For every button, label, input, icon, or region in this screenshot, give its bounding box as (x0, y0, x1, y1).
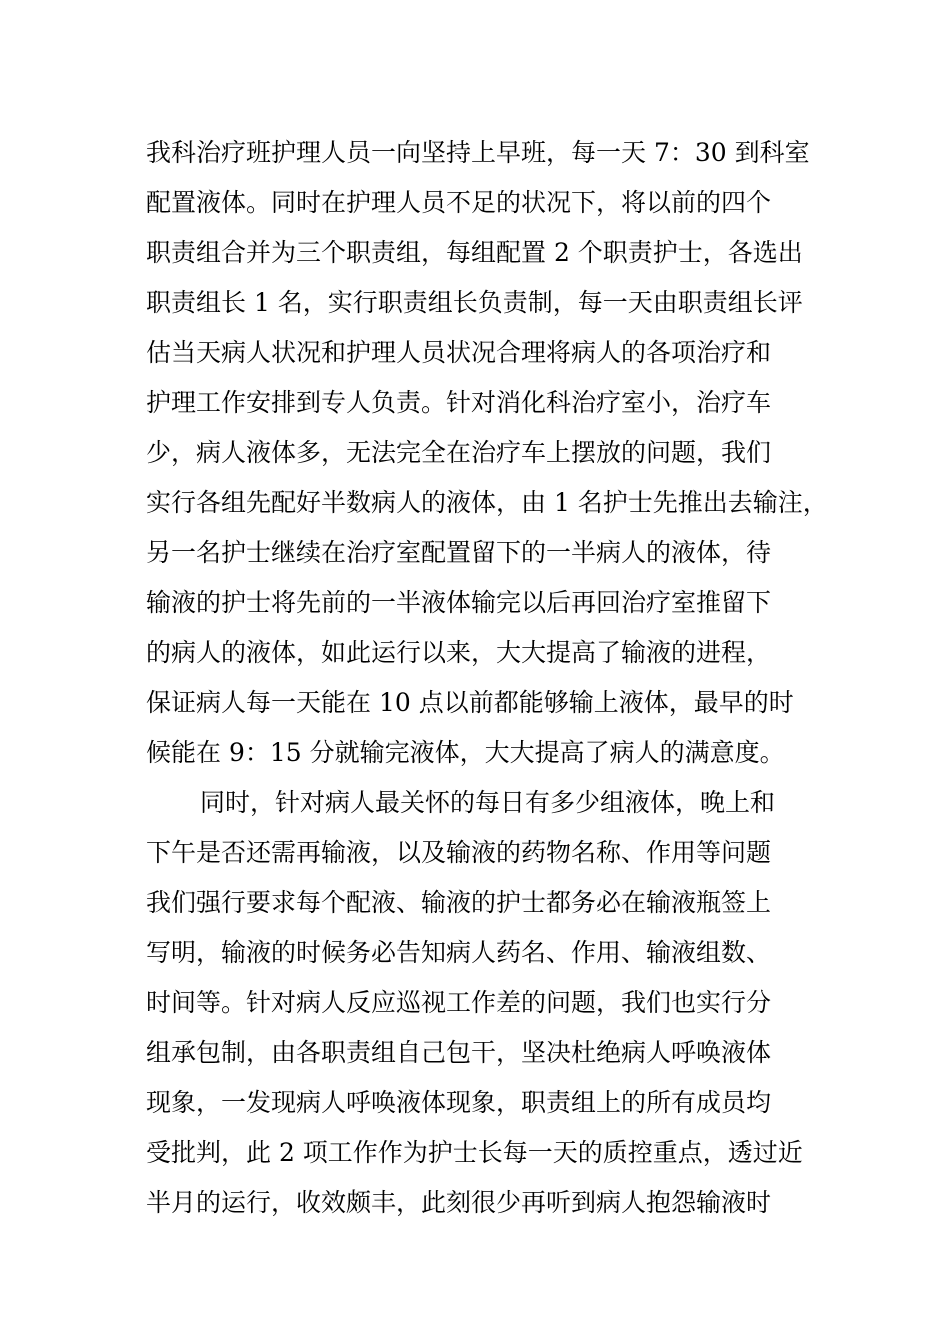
paragraph-1-line-9: 另一名护士继续在治疗室配置留下的一半病人的液体，待 (146, 538, 772, 567)
paragraph-2-line-2: 下午是否还需再输液，以及输液的药物名称、作用等问题 (146, 838, 772, 867)
paragraph-1-line-12: 保证病人每一天能在 10 点以前都能够输上液体，最早的时 (146, 688, 794, 717)
paragraph-2-line-9: 半月的运行，收效颇丰，此刻很少再听到病人抱怨输液时 (146, 1188, 772, 1217)
document-body (146, 128, 826, 1228)
paragraph-2-line-8: 受批判，此 2 项工作作为护士长每一天的质控重点，透过近 (146, 1138, 803, 1167)
paragraph-1-line-6: 护理工作安排到专人负责。针对消化科治疗室小，治疗车 (146, 388, 772, 417)
paragraph-2-line-6: 组承包制，由各职责组自己包干，坚决杜绝病人呼唤液体 (146, 1038, 772, 1067)
paragraph-1-line-3: 职责组合并为三个职责组，每组配置 2 个职责护士，各选出 (146, 238, 803, 267)
paragraph-2-line-7: 现象，一发现病人呼唤液体现象，职责组上的所有成员均 (146, 1088, 772, 1117)
paragraph-2-line-4: 写明，输液的时候务必告知病人药名、作用、输液组数、 (146, 938, 772, 967)
paragraph-2-line-5: 时间等。针对病人反应巡视工作差的问题，我们也实行分 (146, 988, 772, 1017)
paragraph-1-line-11: 的病人的液体，如此运行以来，大大提高了输液的进程， (146, 638, 772, 667)
paragraph-1-line-2: 配置液体。同时在护理人员不足的状况下，将以前的四个 (146, 188, 772, 217)
paragraph-1-line-13: 候能在 9：15 分就输完液体，大大提高了病人的满意度。 (146, 738, 785, 767)
paragraph-2-line-1: 同时，针对病人最关怀的每日有多少组液体，晚上和 (200, 788, 776, 817)
paragraph-1-line-7: 少，病人液体多，无法完全在治疗车上摆放的问题，我们 (146, 438, 772, 467)
paragraph-1-line-8: 实行各组先配好半数病人的液体，由 1 名护士先推出去输注， (146, 488, 828, 517)
paragraph-2 (146, 778, 826, 1228)
paragraph-1-line-5: 估当天病人状况和护理人员状况合理将病人的各项治疗和 (146, 338, 772, 367)
paragraph-1-line-4: 职责组长 1 名，实行职责组长负责制，每一天由职责组长评 (146, 288, 803, 317)
paragraph-1-line-1: 我科治疗班护理人员一向坚持上早班，每一天 7：30 到科室 (146, 138, 810, 167)
paragraph-1 (146, 128, 826, 778)
paragraph-1-line-10: 输液的护士将先前的一半液体输完以后再回治疗室推留下 (146, 588, 772, 617)
paragraph-2-line-3: 我们强行要求每个配液、输液的护士都务必在输液瓶签上 (146, 888, 772, 917)
